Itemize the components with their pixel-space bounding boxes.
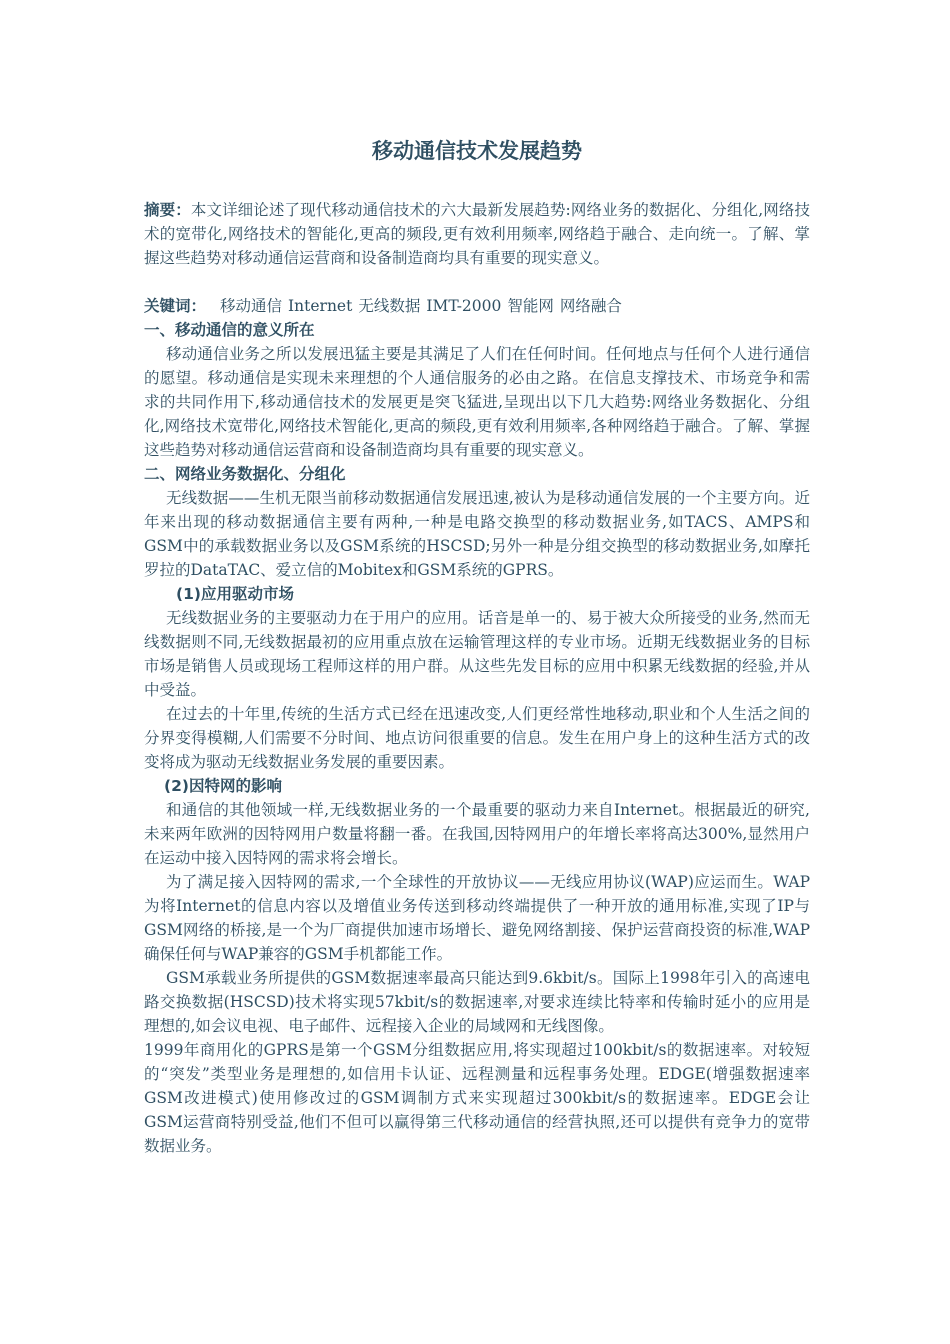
abstract-label: 摘要： (144, 201, 191, 219)
paragraph: 无线数据——生机无限当前移动数据通信发展迅速,被认为是移动通信发展的一个主要方向。近年来出现的移动数据通信主要有两种,一种是电路交换型的移动数据业务,如TACS、AMPS和GSM中的承载数据业务以及GSM系统的HSCSD;另外一种是分组交换型的移动数据业务,如摩托罗拉的DataTAC、爱立信的Mobitex和GSM系统的GPRS。 (144, 489, 810, 579)
section-heading: 二、网络业务数据化、分组化 (144, 465, 346, 483)
keyword-item: Internet (288, 297, 353, 315)
paragraph: 1999年商用化的GPRS是第一个GSM分组数据应用,将实现超过100kbit/s的数据速率。对较短的“突发”类型业务是理想的,如信用卡认证、远程测量和远程事务处理。EDGE(增强数据速率GSM改进模式)使用修改过的GSM调制方式来实现超过300kbit/s的数据速率。EDGE会让 GSM运营商特别受益,他们不但可以赢得第三代移动通信的经营执照,还可以提供有竞争力的宽带数据业务。 (144, 1041, 810, 1155)
keyword-item: 无线数据 (358, 297, 421, 315)
paragraph: 为了满足接入因特网的需求,一个全球性的开放协议——无线应用协议(WAP)应运而生。WAP为将Internet的信息内容以及增值业务传送到移动终端提供了一种开放的通用标准,实现了IP与GSM网络的桥接,是一个为厂商提供加速市场增长、避免网络割接、保护运营商投资的标准,WAP确保任何与WAP兼容的GSM手机都能工作。 (144, 873, 810, 963)
keywords (144, 294, 810, 318)
keyword-item: 网络融合 (559, 297, 622, 315)
keyword-item: 智能网 (507, 297, 554, 315)
keywords-label: 关键词： (144, 297, 207, 315)
paragraph: 无线数据业务的主要驱动力在于用户的应用。话音是单一的、易于被大众所接受的业务,然而无线数据则不同,无线数据最初的应用重点放在运输管理这样的专业市场。近期无线数据业务的目标市场是销售人员或现场工程师这样的用户群。从这些先发目标的应用中积累无线数据的经验,并从中受益。 (144, 609, 810, 699)
document-title: 移动通信技术发展趋势 (372, 139, 582, 163)
subsection-heading: (2)因特网的影响 (164, 777, 282, 795)
keyword-item: IMT-2000 (426, 297, 502, 315)
keyword-item: 移动通信 (220, 297, 283, 315)
paragraph: 和通信的其他领域一样,无线数据业务的一个最重要的驱动力来自Internet。根据最近的研究,未来两年欧洲的因特网用户数量将翻一番。在我国,因特网用户的年增长率将高达300%,显然用户在运动中接入因特网的需求将会增长。 (144, 801, 810, 867)
document-body (144, 318, 810, 1158)
paragraph: 移动通信业务之所以发展迅猛主要是其满足了人们在任何时间。任何地点与任何个人进行通信的愿望。移动通信是实现未来理想的个人通信服务的必由之路。在信息支撑技术、市场竞争和需求的共同作用下,移动通信技术的发展更是突飞猛进,呈现出以下几大趋势:网络业务数据化、分组化,网络技术宽带化,网络技术智能化,更高的频段,更有效利用频率,各种网络趋于融合。了解、掌握这些趋势对移动通信运营商和设备制造商均具有重要的现实意义。 (144, 345, 810, 459)
subsection-heading: (1)应用驱动市场 (176, 585, 294, 603)
section-heading: 一、移动通信的意义所在 (144, 321, 315, 339)
paragraph: 在过去的十年里,传统的生活方式已经在迅速改变,人们更经常性地移动,职业和个人生活之间的分界变得模糊,人们需要不分时间、地点访问很重要的信息。发生在用户身上的这种生活方式的改变将成为驱动无线数据业务发展的重要因素。 (144, 705, 810, 771)
abstract-text: 本文详细论述了现代移动通信技术的六大最新发展趋势:网络业务的数据化、分组化,网络技术的宽带化,网络技术的智能化,更高的频段,更有效利用频率,网络趋于融合、走向统一。了解、掌握这些趋势对移动通信运营商和设备制造商均具有重要的现实意义。 (144, 201, 810, 267)
abstract (144, 198, 810, 270)
paragraph: GSM承载业务所提供的GSM数据速率最高只能达到9.6kbit/s。国际上1998年引入的高速电路交换数据(HSCSD)技术将实现57kbit/s的数据速率,对要求连续比特率和传输时延小的应用是理想的,如会议电视、电子邮件、远程接入企业的局域网和无线图像。 (144, 969, 810, 1035)
